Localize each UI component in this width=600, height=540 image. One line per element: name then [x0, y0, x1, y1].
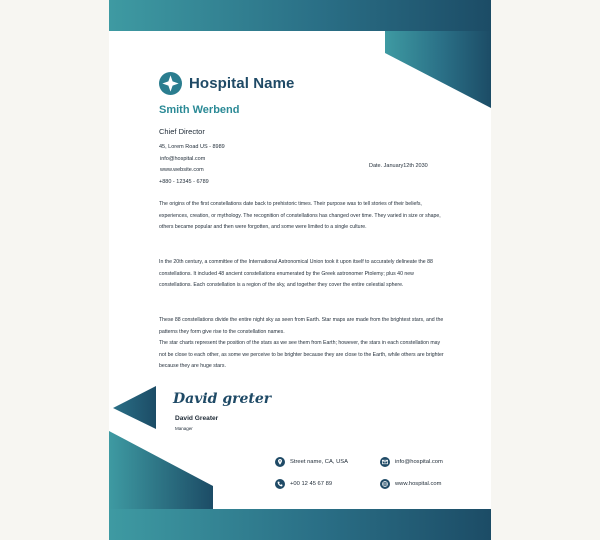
sender-phone: +880 - 12345 - 6789: [159, 179, 209, 185]
sender-website: www.website.com: [160, 167, 204, 173]
sender-address: 45, Lorem Road US - 8989: [159, 144, 225, 150]
body-paragraph: These 88 constellations divide the entire night sky as seen from Earth. Star maps are made from the brightest stars, and the patterns they form give rise to the constellation names.: [159, 317, 444, 335]
footer-website: [380, 479, 441, 489]
hospital-name: Hospital Name: [189, 74, 295, 92]
person-role: Chief Director: [159, 127, 205, 136]
footer-email-text: info@hospital.com: [395, 459, 443, 465]
letter-date: Date. January12th 2030: [369, 163, 428, 169]
footer-email: [380, 457, 443, 467]
letterhead-page: [109, 0, 491, 540]
signature-script: David greter: [173, 391, 272, 407]
signature-triangle-shape: [113, 386, 156, 429]
footer-phone: [275, 479, 332, 489]
location-pin-icon: [275, 457, 285, 467]
sender-email: info@hospital.com: [160, 156, 206, 162]
globe-icon: [380, 479, 390, 489]
signer-name: David Greater: [175, 415, 219, 422]
signer-title: Manager: [175, 426, 193, 431]
envelope-icon: [380, 457, 390, 467]
footer-address-text: Street name, CA, USA: [290, 459, 348, 465]
footer-phone-text: +00 12 45 67 89: [290, 481, 333, 487]
body-paragraph: In the 20th century, a committee of the International Astronomical Union took it upon itself to accurately delineate the 88 constellations. It included 48 ancient constellations enumerated by the Greek astronomer Ptolemy; plus 40 new constellations. Each constellation is a region of the sky, and together they cover the entire celestial sphere.: [159, 259, 433, 289]
logo: [159, 71, 295, 95]
person-name: Smith Werbend: [159, 104, 240, 116]
phone-icon: [275, 479, 285, 489]
body-paragraph: The origins of the first constellations date back to prehistoric times. Their purpose was to tell stories of their beliefs, experiences, creation, or mythology. The recognition of constellations has changed over time. They varied in size or shape, others became popular and then were forgotten, and some were limited to a single culture.: [159, 201, 441, 231]
star-diamond-icon: [159, 72, 182, 95]
footer-address: [275, 457, 348, 467]
top-right-corner-shape: [385, 31, 491, 108]
bottom-left-corner-shape: [109, 431, 213, 509]
footer-website-text: www.hospital.com: [395, 481, 442, 487]
body-paragraph: The star charts represent the position of the stars as we see them from Earth; however, the stars in each constellation may not be close to each other, as some we perceive to be brighter because they are close to the Earth, while others are brighter because they are huge stars.: [159, 340, 444, 370]
